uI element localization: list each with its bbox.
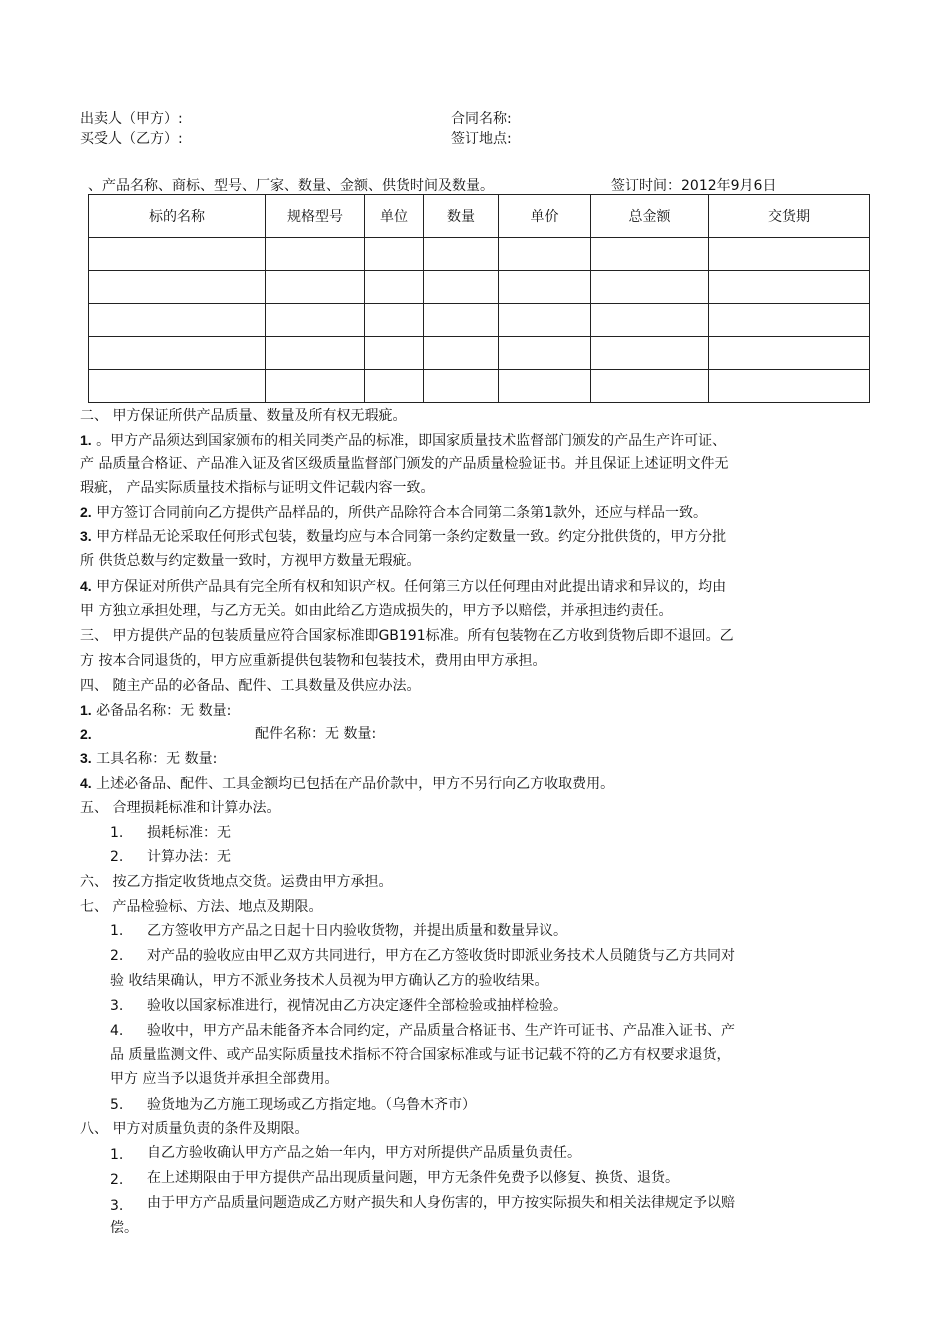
- table-cell: [499, 271, 591, 304]
- clause-number: 1.: [80, 432, 92, 448]
- table-cell: [89, 304, 266, 337]
- clause-text: 计算办法：无: [147, 849, 231, 865]
- clause-text: 品 质量监测文件、或产品实际质量技术指标不符合国家标准或与证书记载不符的乙方有权要求退货，: [110, 1047, 731, 1063]
- clause-4-1: [80, 700, 880, 721]
- table-cell: [709, 304, 870, 337]
- section5-title: 五、 合理损耗标准和计算办法。: [80, 800, 281, 816]
- table-cell: [424, 370, 499, 403]
- table-cell: [266, 238, 365, 271]
- clause-text: 产 品质量合格证、产品准入证及省区级质量监督部门颁发的产品质量检验证书。并且保证上述证明文件无: [80, 456, 729, 472]
- clause-text: 验 收结果确认，甲方不派业务技术人员视为甲方确认乙方的验收结果。: [110, 973, 549, 989]
- table-cell: [709, 271, 870, 304]
- section6-title: 六、 按乙方指定收货地点交货。运费由甲方承担。: [80, 874, 393, 890]
- section1-title: 、产品名称、商标、型号、厂家、数量、金额、供货时间及数量。: [88, 178, 494, 194]
- clause-number: 1.: [110, 923, 124, 939]
- clause-text: 。甲方产品须达到国家颁布的相关同类产品的标准，即国家质量技术监督部门颁发的产品生产许可证、: [96, 433, 727, 449]
- clause-2-4: [80, 576, 880, 597]
- table-row: [89, 304, 870, 337]
- clause-number: 4.: [110, 1023, 124, 1039]
- section2-title: 二、 甲方保证所供产品质量、数量及所有权无瑕疵。: [80, 408, 407, 424]
- clause-text: 偿。: [110, 1220, 138, 1236]
- clause-text: 甲方保证对所供产品具有完全所有权和知识产权。任何第三方以任何理由对此提出请求和异议的，均由: [96, 579, 727, 595]
- sign-time: 签订时间：2012年9月6日: [611, 178, 777, 194]
- table-cell: [591, 370, 709, 403]
- clause-4-2: [80, 724, 880, 745]
- buyer-label: 买受人（乙方）:: [80, 131, 183, 147]
- clause-number: 4.: [80, 578, 92, 594]
- table-cell: [591, 304, 709, 337]
- clause-text: 验货地为乙方施工现场或乙方指定地。（乌鲁木齐市）: [147, 1097, 476, 1113]
- clause-4-4: [80, 773, 880, 794]
- clause-number: 3.: [110, 1198, 124, 1214]
- clause-2-2: [80, 502, 880, 523]
- table-row: [89, 238, 870, 271]
- table-cell: [591, 238, 709, 271]
- clause-number: 2.: [80, 504, 92, 520]
- col-header: 单价: [499, 195, 591, 238]
- clause-text: 验收中，甲方产品未能备齐本合同约定，产品质量合格证书、生产许可证书、产品准入证书、产: [147, 1023, 735, 1039]
- table-header-row: [89, 195, 870, 238]
- table-cell: [365, 337, 424, 370]
- table-cell: [266, 304, 365, 337]
- clause-number: 5.: [110, 1097, 124, 1113]
- section3-text: 三、 甲方提供产品的包装质量应符合国家标准即GB191标准。所有包装物在乙方收到货物后即不退回。乙: [80, 628, 734, 644]
- clause-number: 3.: [80, 528, 92, 544]
- sign-place-label: 签订地点:: [451, 131, 512, 147]
- table-cell: [89, 238, 266, 271]
- table-row: [89, 337, 870, 370]
- clause-number: 4.: [80, 775, 92, 791]
- clause-text: 由于甲方产品质量问题造成乙方财产损失和人身伤害的，甲方按实际损失和相关法律规定予以赔: [147, 1195, 735, 1211]
- col-header: 单位: [365, 195, 424, 238]
- col-header: 总金额: [591, 195, 709, 238]
- table-cell: [365, 370, 424, 403]
- clause-number: 2.: [110, 1172, 124, 1188]
- clause-text: 甲方 应当予以退货并承担全部费用。: [110, 1071, 339, 1087]
- section3-text: 方 按本合同退货的，甲方应重新提供包装物和包装技术，费用由甲方承担。: [80, 653, 547, 669]
- clause-text: 自乙方验收确认甲方产品之始一年内，甲方对所提供产品质量负责任。: [147, 1145, 581, 1161]
- table-cell: [365, 304, 424, 337]
- table-cell: [424, 238, 499, 271]
- clause-number: 2.: [80, 726, 92, 742]
- table-row: [89, 271, 870, 304]
- clause-text: 甲方样品无论采取任何形式包装，数量均应与本合同第一条约定数量一致。约定分批供货的，甲方分批: [96, 529, 727, 545]
- table-cell: [365, 238, 424, 271]
- clause-number: 3.: [110, 998, 124, 1014]
- clause-text: 损耗标准：无: [147, 825, 231, 841]
- col-header: 数量: [424, 195, 499, 238]
- table-cell: [266, 370, 365, 403]
- table-cell: [709, 238, 870, 271]
- clause-number: 2.: [110, 849, 124, 865]
- table-cell: [499, 304, 591, 337]
- clause-text: 乙方签收甲方产品之日起十日内验收货物，并提出质量和数量异议。: [147, 923, 567, 939]
- seller-label: 出卖人（甲方）:: [80, 111, 183, 127]
- clause-text: 验收以国家标准进行，视情况由乙方决定逐件全部检验或抽样检验。: [147, 998, 567, 1014]
- clause-2-3: [80, 526, 880, 547]
- section8-title: 八、 甲方对质量负责的条件及期限。: [80, 1121, 309, 1137]
- table-cell: [89, 370, 266, 403]
- table-cell: [709, 370, 870, 403]
- clause-number: 2.: [110, 948, 124, 964]
- clause-text: 对产品的验收应由甲乙双方共同进行，甲方在乙方签收货时即派业务技术人员随货与乙方共同对: [147, 948, 735, 964]
- table-cell: [499, 238, 591, 271]
- col-header: 标的名称: [89, 195, 266, 238]
- clause-text: 在上述期限由于甲方提供产品出现质量问题，甲方无条件免费予以修复、换货、退货。: [147, 1170, 679, 1186]
- table-cell: [89, 271, 266, 304]
- table-cell: [709, 337, 870, 370]
- clause-text: 瑕疵， 产品实际质量技术指标与证明文件记载内容一致。: [80, 480, 435, 496]
- table-cell: [266, 271, 365, 304]
- table-cell: [266, 337, 365, 370]
- table-cell: [424, 304, 499, 337]
- clause-text: 所 供货总数与约定数量一致时，方视甲方数量无瑕疵。: [80, 553, 421, 569]
- clause-text: 必备品名称：无 数量:: [96, 703, 232, 719]
- table-cell: [424, 271, 499, 304]
- table-cell: [499, 337, 591, 370]
- contract-name-label: 合同名称:: [451, 111, 512, 127]
- table-cell: [591, 337, 709, 370]
- clause-number: 3.: [80, 750, 92, 766]
- table-row: [89, 370, 870, 403]
- clause-text: 上述必备品、配件、工具金额均已包括在产品价款中，甲方不另行向乙方收取费用。: [96, 776, 615, 792]
- table-cell: [499, 370, 591, 403]
- section7-title: 七、 产品检验标、方法、地点及期限。: [80, 899, 323, 915]
- clause-text: 甲方签订合同前向乙方提供产品样品的，所供产品除符合本合同第二条第1款外，还应与样品一致。: [96, 505, 708, 521]
- clause-4-3: [80, 748, 880, 769]
- section4-title: 四、 随主产品的必备品、配件、工具数量及供应办法。: [80, 678, 421, 694]
- product-table: [88, 194, 870, 403]
- table-cell: [591, 271, 709, 304]
- clause-text: 工具名称：无 数量:: [96, 751, 218, 767]
- table-cell: [89, 337, 266, 370]
- col-header: 交货期: [709, 195, 870, 238]
- clause-text: 甲 方独立承担处理，与乙方无关。如由此给乙方造成损失的，甲方予以赔偿，并承担违约责任。: [80, 603, 673, 619]
- clause-number: 1.: [110, 825, 124, 841]
- col-header: 规格型号: [266, 195, 365, 238]
- clause-2-1: [80, 430, 880, 451]
- clause-number: 1.: [110, 1147, 124, 1163]
- table-cell: [424, 337, 499, 370]
- table-cell: [365, 271, 424, 304]
- clause-number: 1.: [80, 702, 92, 718]
- clause-text: 配件名称：无 数量:: [255, 726, 377, 742]
